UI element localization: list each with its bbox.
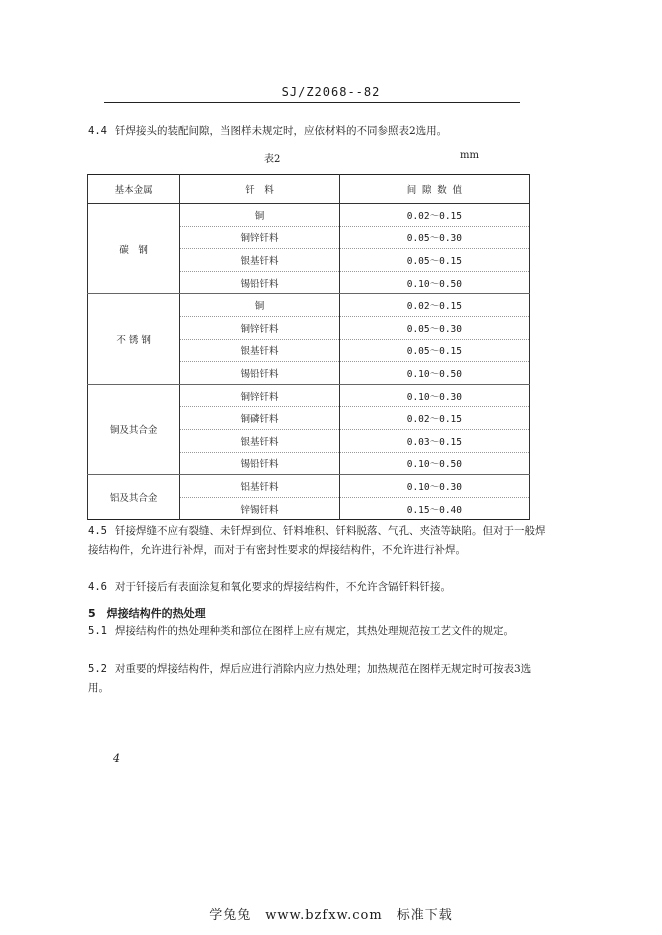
paragraph-text: 钎接焊缝不应有裂缝、未钎焊到位、钎料堆积、钎料脱落、气孔、夹渣等缺陷。但对于一般焊接结构件，允许进行补焊，而对于有密封性要求的焊接结构件，不允许进行补焊。 — [88, 525, 546, 556]
section-title: 5 焊接结构件的热处理 — [88, 607, 206, 620]
paragraph-4-6 — [88, 578, 548, 597]
paragraph-4-5 — [88, 522, 548, 560]
base-metal-cell: 铝及其合金 — [88, 475, 180, 520]
gap-cell: 0.10～0.50 — [339, 452, 529, 475]
header-rule — [104, 102, 520, 103]
filler-cell: 铜 — [180, 294, 340, 317]
paragraph-5-2 — [88, 660, 548, 698]
header-filler: 钎 料 — [180, 175, 340, 204]
gap-cell: 0.05～0.30 — [339, 226, 529, 249]
filler-cell: 铜锌钎料 — [180, 226, 340, 249]
page-number: 4 — [113, 752, 120, 765]
filler-cell: 银基钎料 — [180, 339, 340, 362]
table-header-row — [88, 175, 530, 204]
filler-cell: 铜锌钎料 — [180, 384, 340, 407]
filler-cell: 锡铅钎料 — [180, 452, 340, 475]
gap-cell: 0.05～0.15 — [339, 249, 529, 272]
paragraph-number: 4.6 — [88, 581, 107, 593]
table-unit: mm — [460, 150, 479, 161]
table-row — [88, 294, 530, 317]
gap-cell: 0.02～0.15 — [339, 294, 529, 317]
table-row — [88, 384, 530, 407]
filler-cell: 锌锡钎料 — [180, 497, 340, 520]
base-metal-cell: 铜及其合金 — [88, 384, 180, 474]
base-metal-cell: 碳 钢 — [88, 204, 180, 294]
gap-cell: 0.10～0.30 — [339, 475, 529, 498]
filler-cell: 铜 — [180, 204, 340, 227]
gap-cell: 0.02～0.15 — [339, 407, 529, 430]
gap-table — [87, 174, 530, 520]
gap-cell: 0.10～0.30 — [339, 384, 529, 407]
header-base-metal: 基本金属 — [88, 175, 180, 204]
filler-cell: 锡铅钎料 — [180, 271, 340, 294]
gap-cell: 0.15～0.40 — [339, 497, 529, 520]
gap-cell: 0.10～0.50 — [339, 271, 529, 294]
paragraph-4-4 — [88, 122, 548, 141]
paragraph-5-1 — [88, 622, 548, 641]
paragraph-number: 5.1 — [88, 625, 107, 637]
paragraph-number: 4.5 — [88, 525, 107, 537]
paragraph-text: 对重要的焊接结构件，焊后应进行消除内应力热处理；加热规范在图样无规定时可按表3选用。 — [88, 663, 532, 694]
paragraph-text: 钎焊接头的装配间隙，当图样未规定时，应依材料的不同参照表2选用。 — [114, 125, 448, 137]
gap-cell: 0.10～0.50 — [339, 362, 529, 385]
document-code-header: SJ/Z2068--82 — [281, 85, 381, 99]
filler-cell: 银基钎料 — [180, 429, 340, 452]
gap-cell: 0.03～0.15 — [339, 429, 529, 452]
table-row — [88, 204, 530, 227]
gap-cell: 0.05～0.15 — [339, 339, 529, 362]
footer-watermark: 学兔兔 www.bzfxw.com 标准下载 — [209, 908, 453, 923]
filler-cell: 铜磷钎料 — [180, 407, 340, 430]
paragraph-number: 4.4 — [88, 125, 107, 137]
base-metal-cell: 不 锈 钢 — [88, 294, 180, 384]
filler-cell: 铝基钎料 — [180, 475, 340, 498]
paragraph-number: 5.2 — [88, 663, 107, 675]
gap-cell: 0.02～0.15 — [339, 204, 529, 227]
header-gap: 间 隙 数 值 — [339, 175, 529, 204]
filler-cell: 铜锌钎料 — [180, 316, 340, 339]
paragraph-text: 焊接结构件的热处理种类和部位在图样上应有规定，其热处理规范按工艺文件的规定。 — [114, 625, 514, 637]
table-row — [88, 475, 530, 498]
table-caption: 表2 — [264, 154, 281, 165]
filler-cell: 银基钎料 — [180, 249, 340, 272]
filler-cell: 锡铅钎料 — [180, 362, 340, 385]
paragraph-text: 对于钎接后有表面涂复和氧化要求的焊接结构件，不允许含镉钎料钎接。 — [114, 581, 451, 593]
gap-cell: 0.05～0.30 — [339, 316, 529, 339]
